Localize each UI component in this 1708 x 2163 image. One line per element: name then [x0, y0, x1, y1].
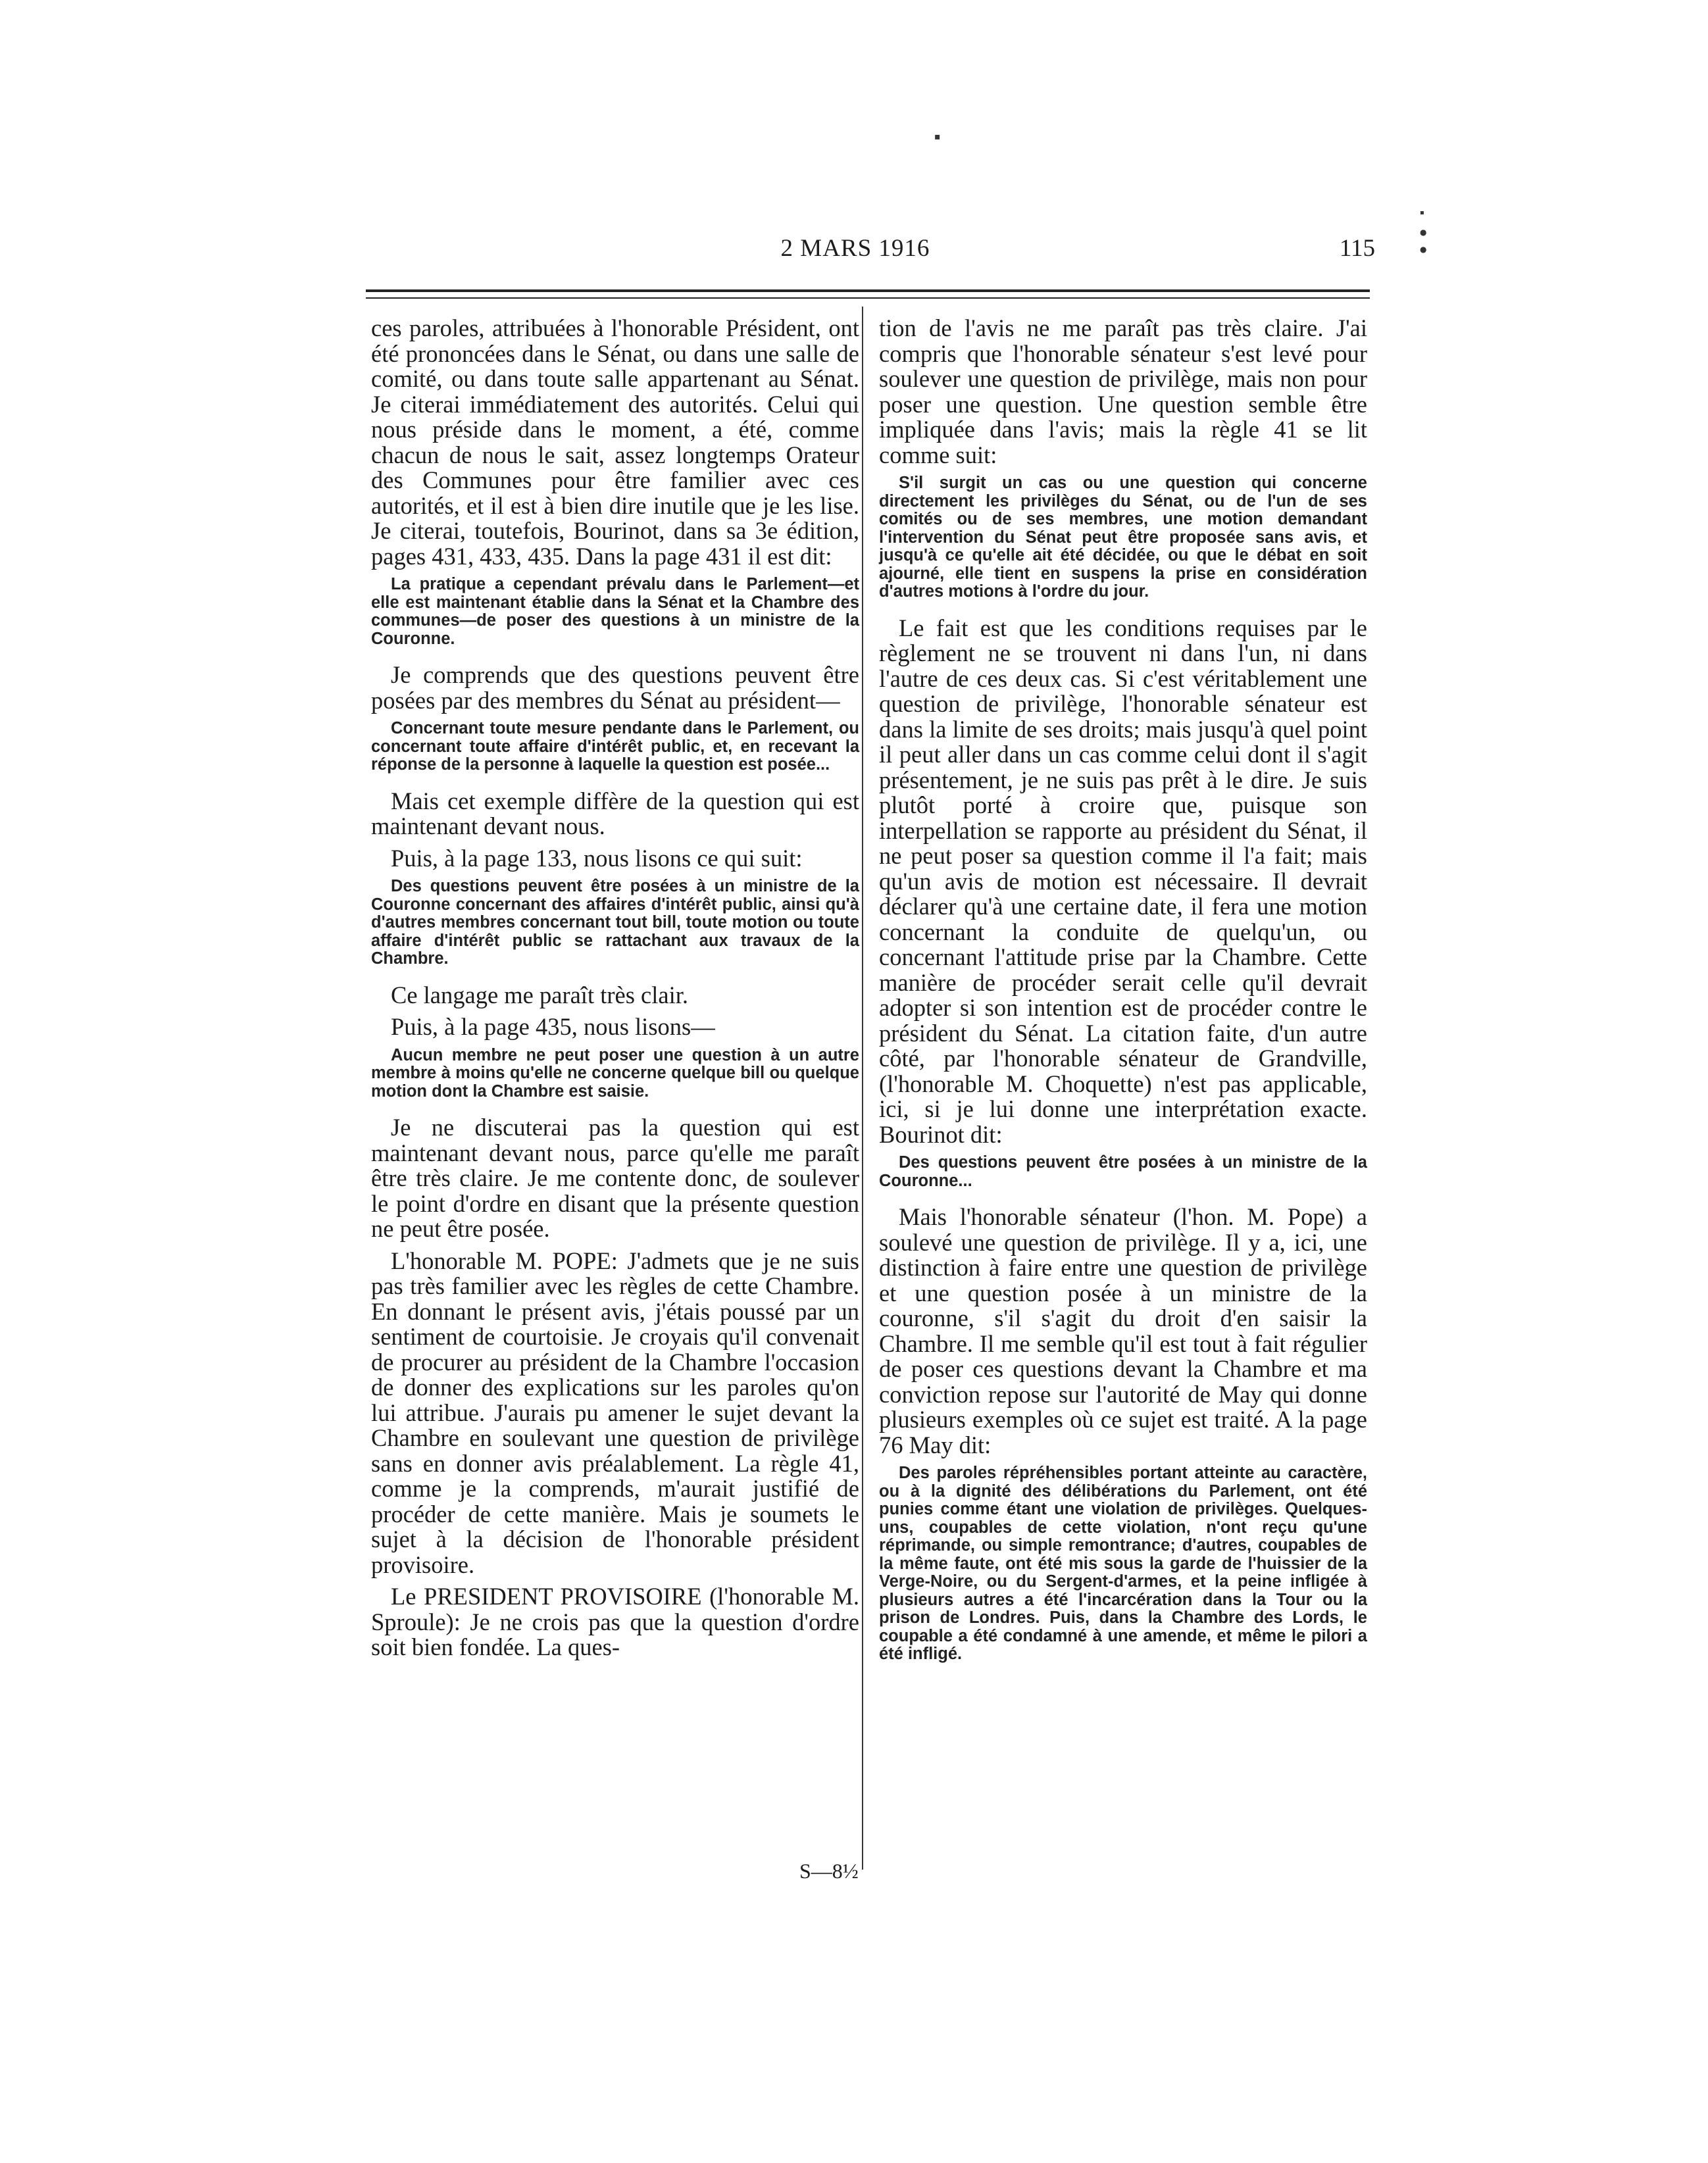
right-column: [879, 316, 1367, 1678]
left-column: [371, 316, 859, 1667]
paragraph: Puis, à la page 435, nous lisons—: [391, 1013, 715, 1040]
block-quote: Des questions peuvent être posées à un ministre de la Couronne concernant des affaires d'intérêt public, ainsi qu'à d'autres membres concernant tout bill, toute motion ou toute affaire d'intérêt public se rattachant aux travaux de la Chambre.: [371, 877, 859, 968]
paragraph: L'honorable M. POPE: J'admets que je ne suis pas très familier avec les règles de cette Chambre. En donnant le présent avis, j'étais poussé par un sentiment de courtoisie. Je croyais qu'il convenait de procurer au président de la Chambre l'occasion de donner des explications sur les paroles qu'on lui attribue. J'aurais pu amener le sujet devant la Chambre en soulevant une question de privilège sans en donner avis préalablement. La règle 41, comme je la comprends, m'aurait justifié de procéder de cette manière. Mais je soumets le sujet à la décision de l'honorable président provisoire.: [371, 1247, 859, 1578]
paragraph: Je ne discuterai pas la question qui est maintenant devant nous, parce qu'elle me paraît être très claire. Je me contente donc, de soulever le point d'ordre en disant que la présente question ne peut être posée.: [371, 1114, 859, 1242]
scan-speck: ●: [1420, 228, 1427, 237]
paragraph: tion de l'avis ne me paraît pas très claire. J'ai compris que l'honorable sénateur s'est levé pour soulever une question de privilège, mais non pour poser une question. Une question semble être impliquée dans l'avis; mais la règle 41 se lit comme suit:: [879, 314, 1367, 468]
block-quote: Concernant toute mesure pendante dans le Parlement, ou concernant toute affaire d'intérêt public, et, en recevant la réponse de la personne à laquelle la question est posée...: [371, 719, 859, 774]
paragraph: Je comprends que des questions peuvent être posées par des membres du Sénat au président—: [371, 661, 859, 714]
paragraph: Mais cet exemple diffère de la question qui est maintenant devant nous.: [371, 787, 859, 839]
page-number: 115: [1339, 235, 1375, 262]
block-quote: Des questions peuvent être posées à un ministre de la Couronne...: [879, 1153, 1367, 1190]
block-quote: Aucun membre ne peut poser une question à un autre membre à moins qu'elle ne concerne quelque bill ou quelque motion dont la Chambre est saisie.: [371, 1045, 859, 1101]
paragraph: Mais l'honorable sénateur (l'hon. M. Pope) a soulevé une question de privilège. Il y a, ici, une distinction à faire entre une question de privilège et une question posée à un ministre de la couronne, s'il s'agit du droit d'en saisir la Chambre. Il me semble qu'il est tout à fait régulier de poser ces questions devant la Chambre et ma conviction repose sur l'autorité de May qui donne plusieurs exemples où ce sujet est traité. A la page 76 May dit:: [879, 1203, 1367, 1458]
block-quote: La pratique a cependant prévalu dans le Parlement—et elle est maintenant établie dans la Sénat et la Chambre des communes—de poser des questions à un ministre de la Couronne.: [371, 575, 859, 648]
scan-speck: ▪: [934, 132, 941, 142]
header-rule-thick: [366, 289, 1370, 292]
paragraph: Ce langage me paraît très clair.: [391, 981, 688, 1008]
scan-speck: ●: [1420, 245, 1427, 254]
scan-speck: ▪: [1420, 209, 1424, 216]
paragraph: ces paroles, attribuées à l'honorable Président, ont été prononcées dans le Sénat, ou dans une salle de comité, ou dans toute salle appartenant au Sénat. Je citerai immédiatement des autorités. Celui qui nous préside dans le moment, a été, comme chacun de nous le sait, assez longtemps Orateur des Communes pour être familier avec ces autorités, et il est à bien dire inutile que je les lise. Je citerai, toutefois, Bourinot, dans sa 3e édition, pages 431, 433, 435. Dans la page 431 il est dit:: [371, 314, 859, 570]
block-quote: Des paroles répréhensibles portant atteinte au caractère, ou à la dignité des délibérations du Parlement, ont été punies comme étant une violation de privilèges. Quelques-uns, coupables de cette violation, n'ont reçu qu'une réprimande, ou simple remontrance; d'autres, coupables de la même faute, ont été mis sous la garde de l'huissier de la Verge-Noire, ou du Sergent-d'armes, et la peine infligée à plusieurs autres a été l'incarcération dans la Tour ou la prison de Londres. Puis, dans la Chambre des Lords, le coupable a été condamné à une amende, et même le pilori a été infligé.: [879, 1464, 1367, 1663]
signature-mark: S—8½: [799, 1859, 859, 1883]
paragraph: Le PRESIDENT PROVISOIRE (l'honorable M. Sproule): Je ne crois pas que la question d'ordre soit bien fondée. La ques-: [371, 1583, 859, 1660]
paragraph: Le fait est que les conditions requises par le règlement ne se trouvent ni dans l'un, ni dans l'autre de ces deux cas. Si c'est véritablement une question de privilège, l'honorable sénateur est dans la limite de ses droits; mais jusqu'à quel point il peut aller dans un cas comme celui dont il s'agit présentement, je ne suis pas prêt à le dire. Je suis plutôt porté à croire que, puisque son interpellation se rapporte au président du Sénat, il ne peut poser sa question comme il l'a fait; mais qu'un avis de motion est nécessaire. Il devrait déclarer qu'à une certaine date, il fera une motion concernant la conduite de quelqu'un, ou concernant l'attitude prise par la Chambre. Cette manière de procéder serait celle qu'il devrait adopter si son intention est de procéder contre le président du Sénat. La citation faite, d'un autre côté, par l'honorable sénateur de Grandville, (l'honorable M. Choquette) n'est pas applicable, ici, si je lui donne une interprétation exacte. Bourinot dit:: [879, 614, 1367, 1148]
header-rule-thin: [366, 297, 1370, 299]
page-header-date: 2 MARS 1916: [780, 235, 930, 262]
column-divider: [862, 307, 863, 1870]
paragraph: Puis, à la page 133, nous lisons ce qui suit:: [391, 844, 803, 872]
block-quote: S'il surgit un cas ou une question qui concerne directement les privilèges du Sénat, ou de l'un de ses comités ou de ses membres, une motion demandant l'intervention du Sénat peut être proposée sans avis, et jusqu'à ce qu'elle ait été décidée, ou que le débat en soit ajourné, elle tient en suspens la prise en considération d'autres motions à l'ordre du jour.: [879, 474, 1367, 601]
